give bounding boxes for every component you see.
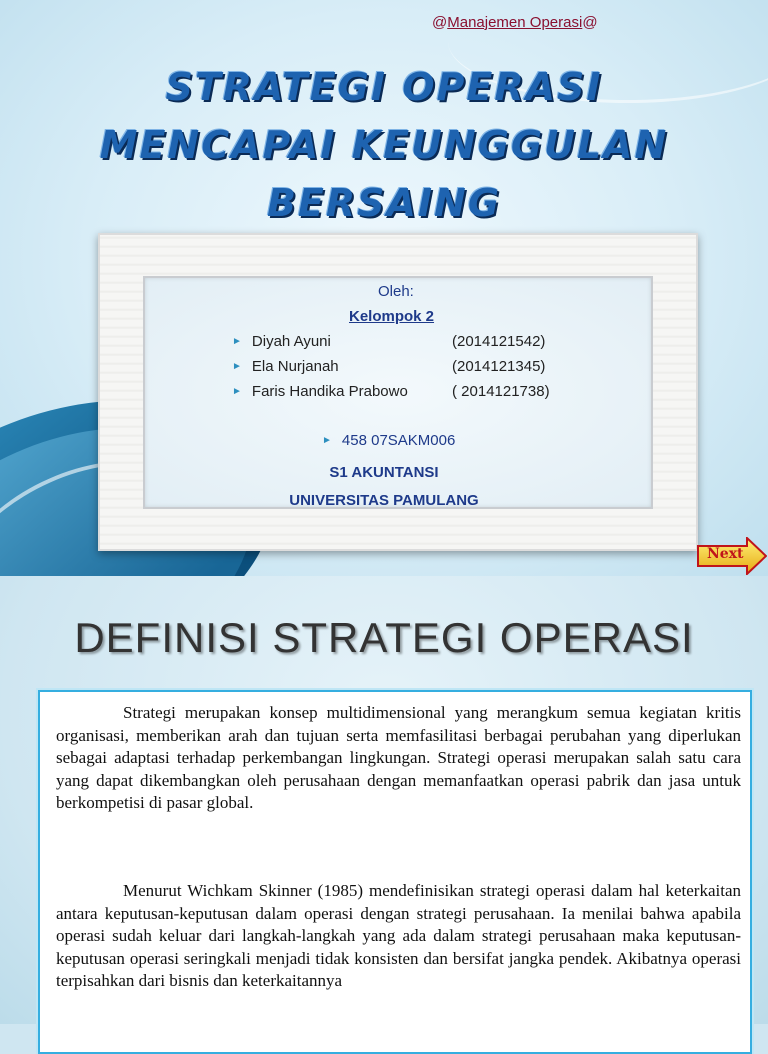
paragraph: Menurut Wichkam Skinner (1985) mendefinisikan strategi operasi dalam hal keterkaitan antara keputusan-keputusan dalam operasi dengan strategi perusahaan. Ia menilai bahwa apabila operasi sudah keluar dari langkah-langkah yang ada dalam strategi perusahaan maka keputusan-keputusan operasi seringkali menjadi tidak konsisten dan bersifat jangka pendek. Akibatnya operasi terpisahkan dari bisnis dan keterkaitannya bbox=[56, 881, 741, 990]
member-item bbox=[232, 383, 592, 400]
text-box bbox=[38, 690, 752, 1054]
member-nim: ( 2014121738) bbox=[452, 383, 550, 400]
next-button[interactable] bbox=[697, 537, 767, 575]
tag-suffix: @ bbox=[582, 14, 598, 31]
member-nim: (2014121542) bbox=[452, 333, 546, 350]
bullet-icon: ► bbox=[232, 336, 242, 347]
bullet-icon: ► bbox=[322, 435, 332, 446]
definition-slide bbox=[0, 576, 768, 1024]
title-line: BERSAING bbox=[266, 181, 502, 225]
university-label: UNIVERSITAS PAMULANG bbox=[289, 492, 479, 509]
bullet-icon: ► bbox=[232, 361, 242, 372]
course-link[interactable]: Manajemen Operasi bbox=[447, 14, 583, 31]
title-line: MENCAPAI KEUNGGULAN bbox=[99, 123, 669, 167]
class-code bbox=[322, 432, 455, 449]
header-tag bbox=[432, 14, 598, 31]
member-nim: (2014121345) bbox=[452, 358, 546, 375]
paragraph: Strategi merupakan konsep multidimensional yang merangkum semua kegiatan kritis organisasi, memberikan arah dan tujuan serta memfasilitasi berbagai perubahan yang diperlukan sebagai adaptasi terhadap perkembangan lingkungan. Strategi operasi merupakan salah satu cara yang dapat dikembangkan oleh perusahaan dengan memanfaatkan operasi pabrik dan jasa untuk berkompetisi di pasar global. bbox=[56, 703, 741, 812]
tag-prefix: @ bbox=[432, 14, 448, 31]
title-line: STRATEGI OPERASI bbox=[165, 65, 603, 109]
program-label: S1 AKUNTANSI bbox=[329, 464, 439, 481]
slide-title bbox=[0, 58, 768, 232]
member-item bbox=[232, 358, 592, 375]
next-label: Next bbox=[707, 546, 744, 562]
member-name: Ela Nurjanah bbox=[251, 358, 339, 375]
member-name: Diyah Ayuni bbox=[251, 333, 331, 350]
slide-heading: DEFINISI STRATEGI OPERASI bbox=[74, 614, 694, 661]
bullet-icon: ► bbox=[232, 386, 242, 397]
group-label: Kelompok 2 bbox=[349, 308, 435, 325]
member-item bbox=[232, 333, 592, 350]
member-name: Faris Handika Prabowo bbox=[251, 383, 408, 400]
class-code-text: 458 07SAKM006 bbox=[341, 432, 456, 449]
by-label: Oleh: bbox=[378, 283, 414, 300]
